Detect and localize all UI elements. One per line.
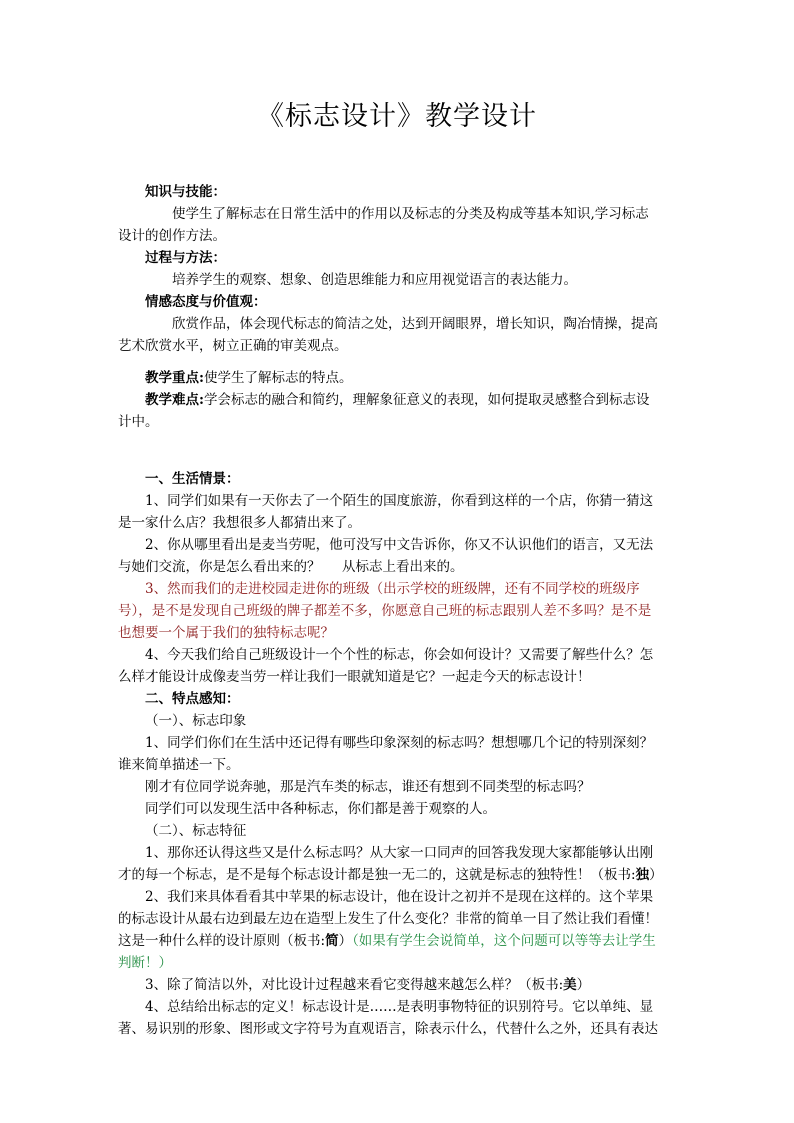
section1-paragraph-line: 是一家什么店？我想很多人都猜出来了。 xyxy=(118,515,361,531)
inline-text: 这是一种什么样的设计原则（板书: xyxy=(118,933,326,949)
section1-paragraph-line: 1、同学们如果有一天你去了一个陌生的国度旅游，你看到这样的一个店，你猜一猜这 xyxy=(145,493,654,509)
difficulty-text: 学会标志的融合和简约，理解象征意义的表现，如何提取灵感整合到标志设 xyxy=(203,392,650,408)
section2-paragraph-line: 1、同学们你们在生活中还记得有哪些印象深刻的标志吗？想想哪几个记的特别深刻？ xyxy=(145,735,654,751)
board-note-text: 简 xyxy=(325,933,339,949)
section2-paragraph-line xyxy=(118,864,684,886)
focus-line xyxy=(118,367,684,389)
inline-text: ） xyxy=(576,977,591,993)
emotion-text-line: 欣赏作品，体会现代标志的简洁之处，达到开阔眼界，增长知识，陶冶情操，提高 xyxy=(172,316,658,332)
difficulty-label: 教学难点: xyxy=(145,392,204,408)
section1-paragraph-line: 也想要一个属于我们的独特标志呢？ xyxy=(118,625,334,641)
section2-paragraph-line: 1、那你还认得这些又是什么标志吗？从大家一口同声的回答我发现大家都能够认出刚 xyxy=(145,845,654,861)
key-points-block xyxy=(118,367,684,433)
section1-paragraph-line: 4、今天我们给自己班级设计一个个性的标志，你会如何设计？又需要了解些什么？怎 xyxy=(145,647,654,663)
difficulty-line xyxy=(118,389,684,411)
focus-text: 使学生了解标志的特点。 xyxy=(203,370,353,386)
section2-paragraph-line: 刚才有位同学说奔驰，那是汽车类的标志，谁还有想到不同类型的标志吗？ xyxy=(145,779,591,795)
objectives-block xyxy=(118,181,684,357)
section1-paragraph-line: 3、然而我们的走进校园走进你的班级（出示学校的班级牌，还有不同学校的班级序 xyxy=(145,581,640,597)
section1-paragraph-line: 与她们交流，你是怎么看出来的？ 从标志上看出来的。 xyxy=(118,559,464,575)
section1-heading: 一、生活情景： xyxy=(145,471,240,487)
section1-paragraph-line: 2、你从哪里看出是麦当劳呢，他可没写中文告诉你，你又不认识他们的语言，又无法 xyxy=(145,537,654,553)
page-title: 《标志设计》教学设计 xyxy=(257,101,537,132)
section2-paragraph-line xyxy=(118,974,684,996)
section2-paragraph-line: 2、我们来具体看看其中苹果的标志设计，他在设计之初并不是现在这样的。这个苹果 xyxy=(145,889,654,905)
teacher-note-text: 判断！） xyxy=(118,955,172,971)
inline-text: 才的每一个标志，是不是每个标志设计都是独一无二的，这就是标志的独特性！（板书: xyxy=(118,867,636,883)
section1-block xyxy=(118,468,684,1040)
knowledge-text-line: 设计的创作方法。 xyxy=(118,228,226,244)
inline-text: 3、除了简洁以外，对比设计过程越来看它变得越来越怎么样？（板书: xyxy=(145,977,564,993)
section2-paragraph-line: 同学们可以发现生活中各种标志，你们都是善于观察的人。 xyxy=(145,801,496,817)
section2-paragraph-line xyxy=(118,930,684,952)
section2-paragraph-line: 谁来简单描述一下。 xyxy=(118,757,240,773)
knowledge-heading: 知识与技能： xyxy=(145,184,226,200)
focus-label: 教学重点: xyxy=(145,370,204,386)
inline-text: ） xyxy=(338,933,353,949)
section1-paragraph-line: 么样才能设计成像麦当劳一样让我们一眼就知道是它？一起走今天的标志设计！ xyxy=(118,669,591,685)
process-heading: 过程与方法： xyxy=(145,250,226,266)
section2-paragraph-line: 的标志设计从最右边到最左边在造型上发生了什么变化？非常的简单一目了然让我们看懂！ xyxy=(118,911,658,927)
subsection-heading: （二）、标志特征 xyxy=(145,823,247,839)
board-note-text: 美 xyxy=(563,977,577,993)
process-text-line: 培养学生的观察、想象、创造思维能力和应用视觉语言的表达能力。 xyxy=(172,272,577,288)
difficulty-text-line: 计中。 xyxy=(118,414,159,430)
inline-text: ） xyxy=(649,867,663,883)
section2-paragraph-line: 著、易识别的形象、图形或文字符号为直观语言，除表示什么，代替什么之外，还具有表达 xyxy=(118,1021,658,1037)
board-note-text: 独 xyxy=(635,867,650,883)
section2-paragraph-line: 4、总结给出标志的定义！标志设计是……是表明事物特征的识别符号。它以单纯、显 xyxy=(145,999,654,1015)
emotion-text-line: 艺术欣赏水平，树立正确的审美观点。 xyxy=(118,338,348,354)
knowledge-text-line: 使学生了解标志在日常生活中的作用以及标志的分类及构成等基本知识,学习标志 xyxy=(172,206,649,222)
emotion-heading: 情感态度与价值观： xyxy=(145,294,267,310)
section2-heading: 二、特点感知： xyxy=(145,691,240,707)
subsection-heading: （一）、标志印象 xyxy=(145,713,247,729)
section1-paragraph-line: 号），是不是发现自己班级的牌子都差不多，你愿意自己班的标志跟别人差不多吗？是不是 xyxy=(118,603,652,619)
teacher-note-text: （如果有学生会说简单，这个问题可以等等去让学生 xyxy=(352,933,656,949)
